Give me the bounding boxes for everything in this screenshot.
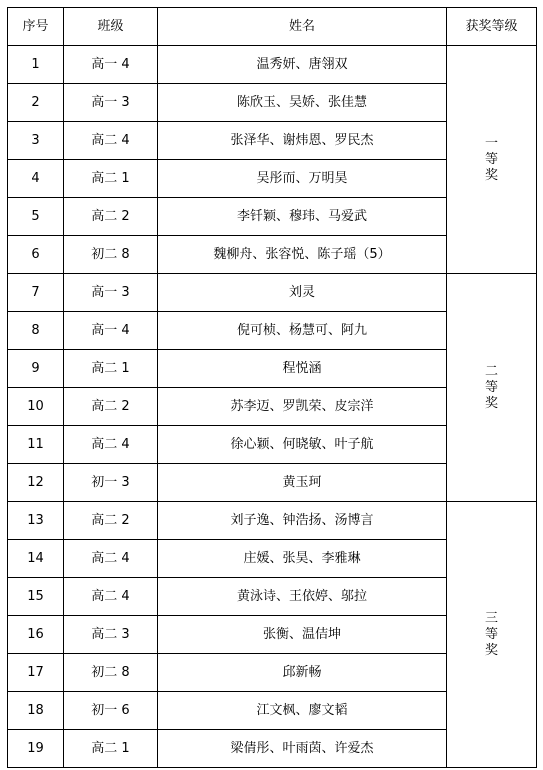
row-number-cell: 1 [8, 46, 64, 84]
class-cell: 高二 4 [64, 426, 158, 464]
class-cell: 高二 4 [64, 540, 158, 578]
award-level-cell [447, 274, 537, 502]
header-award-level: 获奖等级 [447, 8, 537, 46]
class-cell: 高一 4 [64, 46, 158, 84]
row-number-cell: 8 [8, 312, 64, 350]
names-cell: 苏李迈、罗凯荣、皮宗洋 [158, 388, 447, 426]
class-cell: 初二 8 [64, 236, 158, 274]
names-cell: 张泽华、谢炜恩、罗民杰 [158, 122, 447, 160]
award-level-char: 二 [484, 363, 498, 379]
award-level-char: 一 [484, 135, 498, 151]
class-cell: 高二 1 [64, 350, 158, 388]
class-cell: 高二 1 [64, 730, 158, 768]
names-cell: 程悦涵 [158, 350, 447, 388]
row-number-cell: 2 [8, 84, 64, 122]
table-header [8, 8, 537, 46]
row-number-cell: 4 [8, 160, 64, 198]
row-number-cell: 17 [8, 654, 64, 692]
names-cell: 倪可桢、杨慧可、阿九 [158, 312, 447, 350]
class-cell: 高二 4 [64, 578, 158, 616]
award-level-char: 奖 [484, 395, 498, 411]
names-cell: 邱新畅 [158, 654, 447, 692]
class-cell: 高二 2 [64, 388, 158, 426]
table-row [8, 274, 537, 312]
class-cell: 高二 2 [64, 198, 158, 236]
row-number-cell: 16 [8, 616, 64, 654]
row-number-cell: 12 [8, 464, 64, 502]
names-cell: 魏柳舟、张容悦、陈子瑶（5） [158, 236, 447, 274]
award-level-char: 奖 [484, 642, 498, 658]
class-cell: 高一 3 [64, 84, 158, 122]
header-name: 姓名 [158, 8, 447, 46]
header-number: 序号 [8, 8, 64, 46]
class-cell: 初一 6 [64, 692, 158, 730]
names-cell: 黄泳诗、王依婷、邬拉 [158, 578, 447, 616]
header-class: 班级 [64, 8, 158, 46]
table-row [8, 502, 537, 540]
class-cell: 初一 3 [64, 464, 158, 502]
award-level-char: 三 [484, 610, 498, 626]
class-cell: 高二 4 [64, 122, 158, 160]
class-cell: 高二 2 [64, 502, 158, 540]
class-cell: 高二 3 [64, 616, 158, 654]
header-row [8, 8, 537, 46]
names-cell: 江文枫、廖文韬 [158, 692, 447, 730]
row-number-cell: 6 [8, 236, 64, 274]
names-cell: 张衡、温佶坤 [158, 616, 447, 654]
names-cell: 刘灵 [158, 274, 447, 312]
row-number-cell: 9 [8, 350, 64, 388]
names-cell: 徐心颖、何晓敏、叶子航 [158, 426, 447, 464]
table-body [8, 46, 537, 768]
row-number-cell: 10 [8, 388, 64, 426]
row-number-cell: 13 [8, 502, 64, 540]
class-cell: 高一 3 [64, 274, 158, 312]
names-cell: 黄玉珂 [158, 464, 447, 502]
award-level-char: 等 [484, 626, 498, 642]
award-level-char: 等 [484, 379, 498, 395]
names-cell: 陈欣玉、吴娇、张佳慧 [158, 84, 447, 122]
table-row [8, 46, 537, 84]
names-cell: 刘子逸、钟浩扬、汤博言 [158, 502, 447, 540]
names-cell: 李钎颖、穆玮、马爱武 [158, 198, 447, 236]
row-number-cell: 7 [8, 274, 64, 312]
names-cell: 吴彤而、万明昊 [158, 160, 447, 198]
award-level-cell [447, 502, 537, 768]
names-cell: 温秀妍、唐翎双 [158, 46, 447, 84]
row-number-cell: 11 [8, 426, 64, 464]
award-level-char: 等 [484, 151, 498, 167]
award-level-cell [447, 46, 537, 274]
class-cell: 初二 8 [64, 654, 158, 692]
row-number-cell: 18 [8, 692, 64, 730]
class-cell: 高一 4 [64, 312, 158, 350]
award-level-char: 奖 [484, 167, 498, 183]
row-number-cell: 14 [8, 540, 64, 578]
names-cell: 庄媛、张昊、李雅琳 [158, 540, 447, 578]
row-number-cell: 19 [8, 730, 64, 768]
row-number-cell: 5 [8, 198, 64, 236]
names-cell: 梁倩彤、叶雨茵、许爱杰 [158, 730, 447, 768]
row-number-cell: 15 [8, 578, 64, 616]
row-number-cell: 3 [8, 122, 64, 160]
awards-table [7, 7, 537, 768]
class-cell: 高二 1 [64, 160, 158, 198]
